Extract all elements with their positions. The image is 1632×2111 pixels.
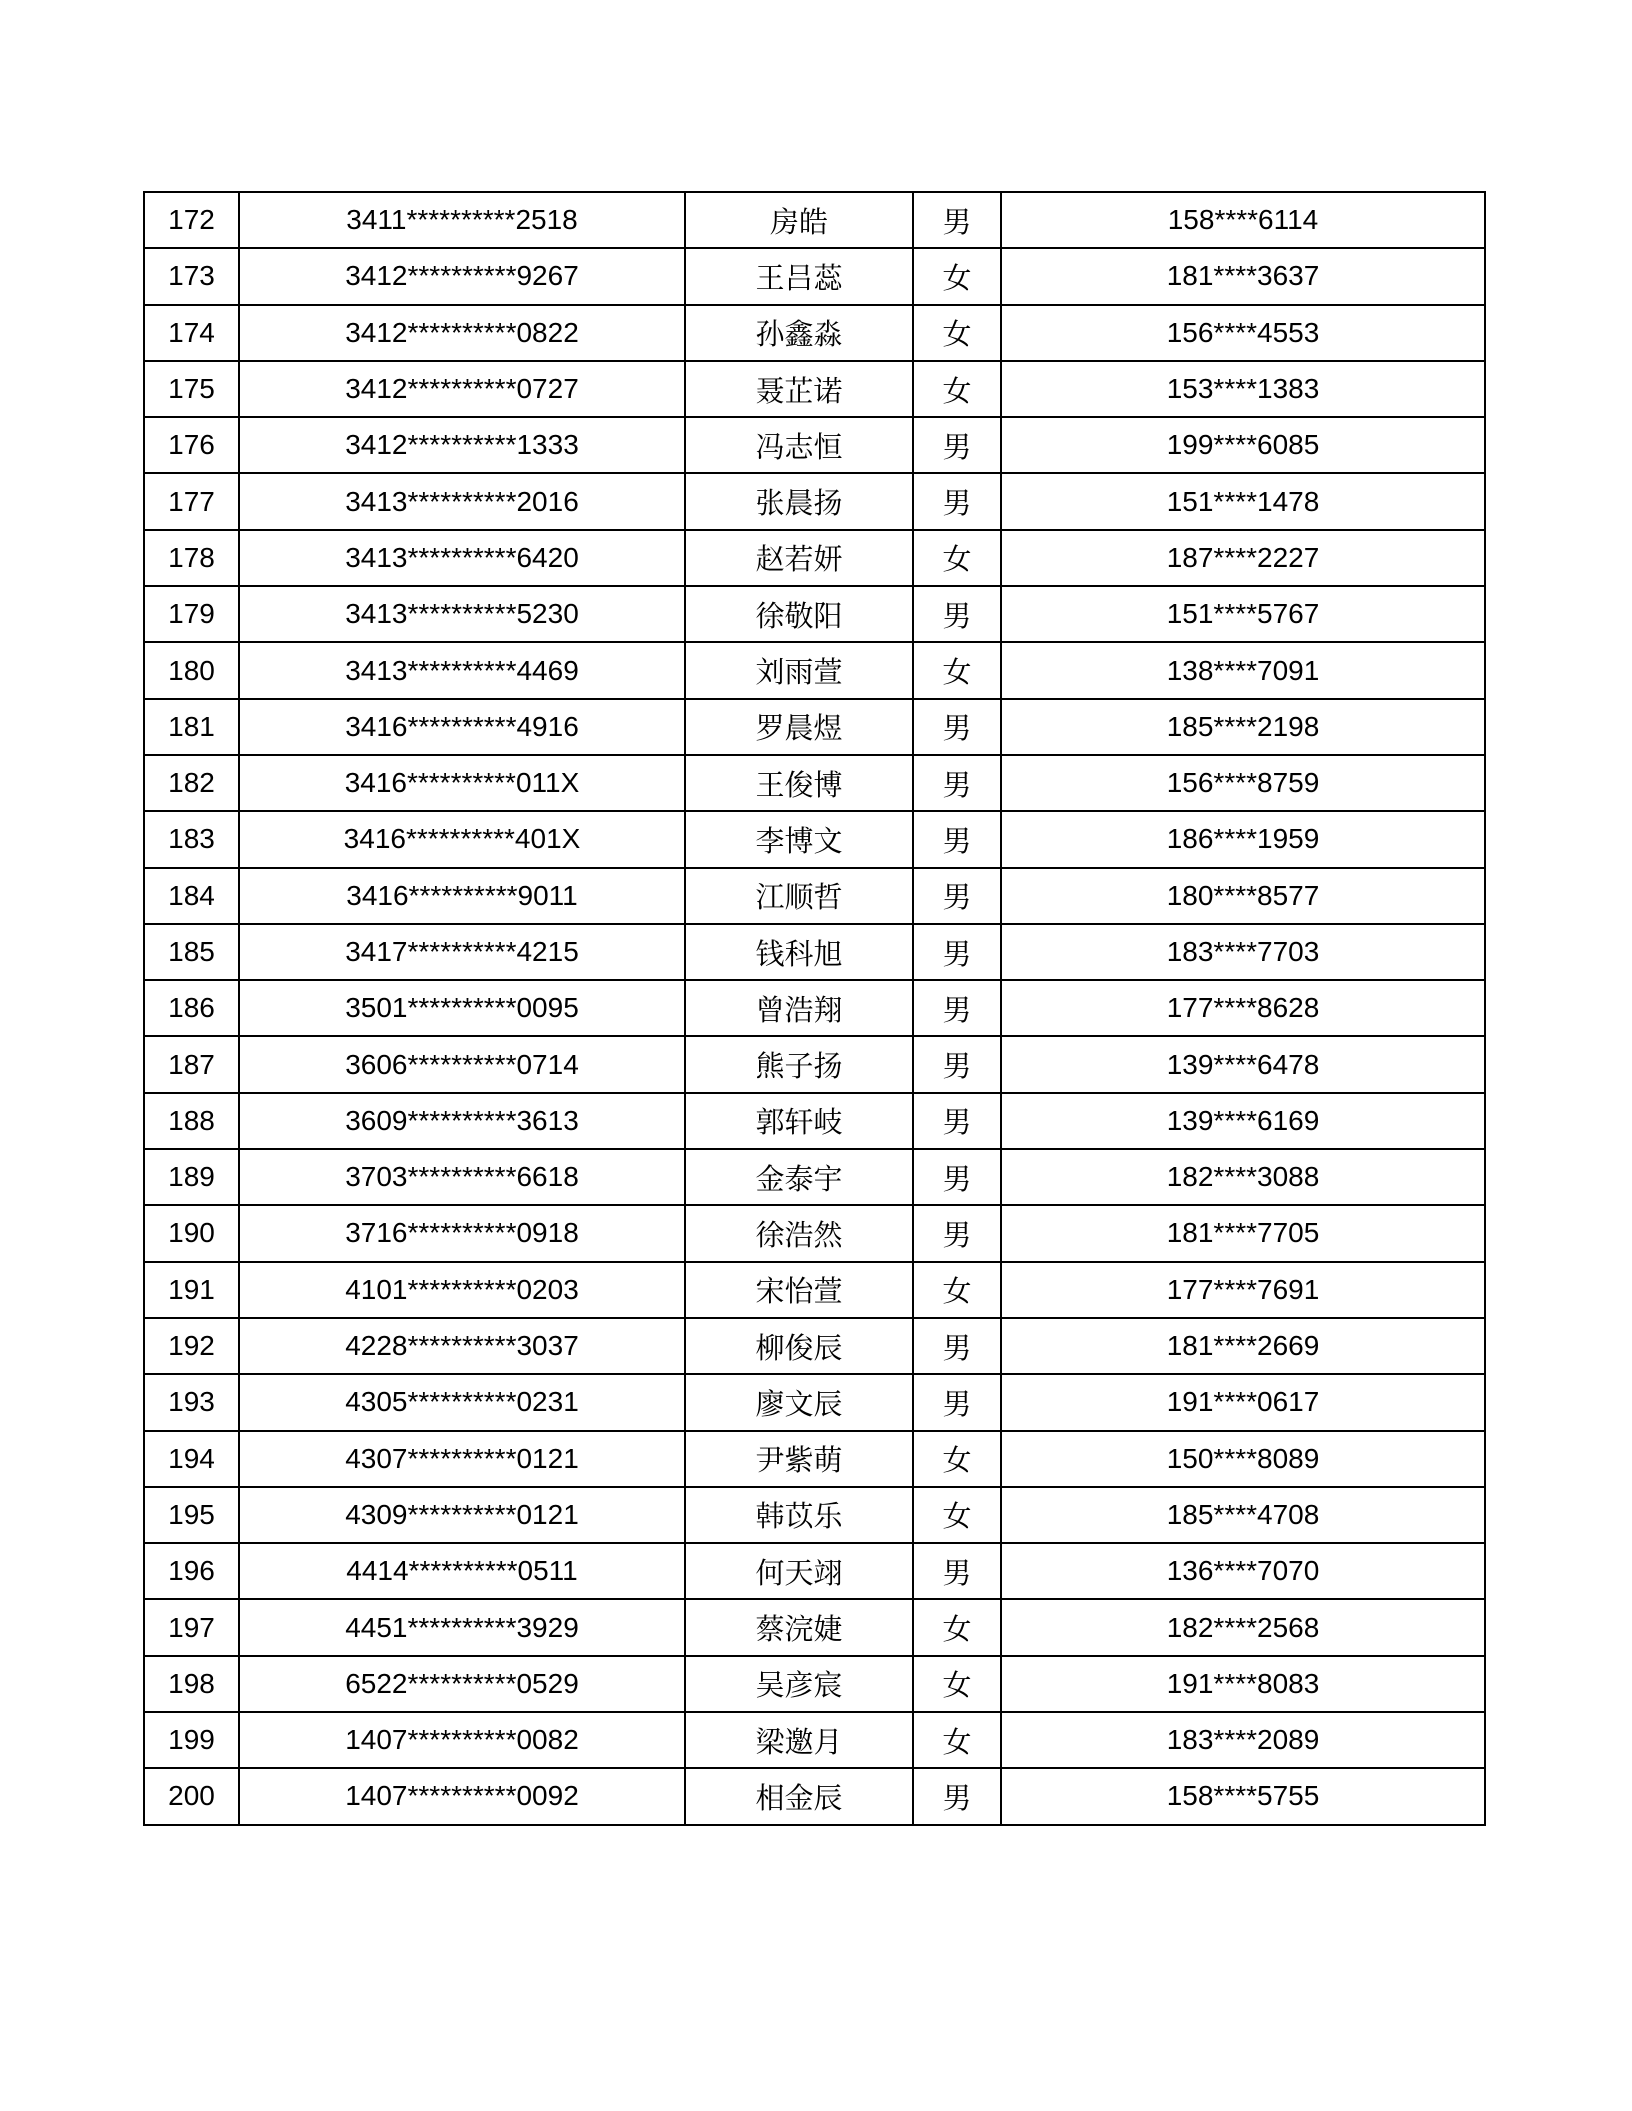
phone-cell: 183****7703 [1001,924,1485,980]
id-number-cell: 3412**********0822 [239,305,685,361]
phone-cell: 139****6169 [1001,1093,1485,1149]
id-number-cell: 3703**********6618 [239,1149,685,1205]
table-row [144,1318,1485,1374]
id-number-cell: 3417**********4215 [239,924,685,980]
name-cell: 曾浩翔 [685,980,913,1036]
gender-cell: 男 [913,755,1001,811]
gender-cell: 女 [913,1712,1001,1768]
student-roster-table [143,191,1486,1826]
id-number-cell: 1407**********0082 [239,1712,685,1768]
phone-cell: 151****1478 [1001,473,1485,529]
row-number-cell: 172 [144,192,239,248]
gender-cell: 男 [913,1768,1001,1824]
gender-cell: 男 [913,1318,1001,1374]
table-row [144,1543,1485,1599]
phone-cell: 185****4708 [1001,1487,1485,1543]
id-number-cell: 3416**********9011 [239,868,685,924]
table-row [144,1768,1485,1824]
name-cell: 徐敬阳 [685,586,913,642]
id-number-cell: 3412**********9267 [239,248,685,304]
phone-cell: 177****8628 [1001,980,1485,1036]
table-row [144,1431,1485,1487]
row-number-cell: 194 [144,1431,239,1487]
gender-cell: 男 [913,699,1001,755]
name-cell: 孙鑫淼 [685,305,913,361]
gender-cell: 女 [913,248,1001,304]
name-cell: 江顺哲 [685,868,913,924]
row-number-cell: 181 [144,699,239,755]
row-number-cell: 174 [144,305,239,361]
name-cell: 房皓 [685,192,913,248]
phone-cell: 177****7691 [1001,1262,1485,1318]
phone-cell: 185****2198 [1001,699,1485,755]
name-cell: 蔡浣婕 [685,1599,913,1655]
row-number-cell: 189 [144,1149,239,1205]
table-row [144,1599,1485,1655]
phone-cell: 180****8577 [1001,868,1485,924]
gender-cell: 男 [913,980,1001,1036]
gender-cell: 男 [913,811,1001,867]
table-row [144,305,1485,361]
gender-cell: 男 [913,192,1001,248]
row-number-cell: 196 [144,1543,239,1599]
gender-cell: 男 [913,1374,1001,1430]
id-number-cell: 3413**********6420 [239,530,685,586]
table-row [144,1205,1485,1261]
name-cell: 王俊博 [685,755,913,811]
table-row [144,248,1485,304]
phone-cell: 183****2089 [1001,1712,1485,1768]
phone-cell: 136****7070 [1001,1543,1485,1599]
id-number-cell: 3413**********4469 [239,642,685,698]
table-row [144,473,1485,529]
phone-cell: 181****2669 [1001,1318,1485,1374]
gender-cell: 男 [913,1149,1001,1205]
name-cell: 王吕蕊 [685,248,913,304]
row-number-cell: 185 [144,924,239,980]
name-cell: 柳俊辰 [685,1318,913,1374]
row-number-cell: 182 [144,755,239,811]
id-number-cell: 3416**********011X [239,755,685,811]
name-cell: 宋怡萱 [685,1262,913,1318]
name-cell: 李博文 [685,811,913,867]
name-cell: 尹紫萌 [685,1431,913,1487]
phone-cell: 138****7091 [1001,642,1485,698]
phone-cell: 182****3088 [1001,1149,1485,1205]
gender-cell: 男 [913,1543,1001,1599]
name-cell: 聂芷诺 [685,361,913,417]
id-number-cell: 4305**********0231 [239,1374,685,1430]
table-row [144,755,1485,811]
phone-cell: 191****0617 [1001,1374,1485,1430]
id-number-cell: 4451**********3929 [239,1599,685,1655]
gender-cell: 男 [913,586,1001,642]
id-number-cell: 4414**********0511 [239,1543,685,1599]
table-row [144,642,1485,698]
roster-table-body [144,192,1485,1825]
gender-cell: 男 [913,1205,1001,1261]
id-number-cell: 3412**********0727 [239,361,685,417]
name-cell: 张晨扬 [685,473,913,529]
id-number-cell: 4309**********0121 [239,1487,685,1543]
gender-cell: 女 [913,530,1001,586]
name-cell: 刘雨萱 [685,642,913,698]
row-number-cell: 183 [144,811,239,867]
table-row [144,417,1485,473]
id-number-cell: 3501**********0095 [239,980,685,1036]
name-cell: 廖文辰 [685,1374,913,1430]
phone-cell: 139****6478 [1001,1036,1485,1092]
table-row [144,1656,1485,1712]
name-cell: 徐浩然 [685,1205,913,1261]
row-number-cell: 180 [144,642,239,698]
table-row [144,1487,1485,1543]
name-cell: 熊子扬 [685,1036,913,1092]
phone-cell: 158****5755 [1001,1768,1485,1824]
gender-cell: 女 [913,1262,1001,1318]
gender-cell: 女 [913,1487,1001,1543]
phone-cell: 151****5767 [1001,586,1485,642]
table-row [144,361,1485,417]
phone-cell: 156****8759 [1001,755,1485,811]
id-number-cell: 3609**********3613 [239,1093,685,1149]
name-cell: 郭轩岐 [685,1093,913,1149]
phone-cell: 186****1959 [1001,811,1485,867]
gender-cell: 女 [913,1656,1001,1712]
row-number-cell: 175 [144,361,239,417]
table-row [144,530,1485,586]
row-number-cell: 199 [144,1712,239,1768]
row-number-cell: 193 [144,1374,239,1430]
row-number-cell: 191 [144,1262,239,1318]
id-number-cell: 3606**********0714 [239,1036,685,1092]
gender-cell: 女 [913,642,1001,698]
id-number-cell: 1407**********0092 [239,1768,685,1824]
id-number-cell: 4228**********3037 [239,1318,685,1374]
row-number-cell: 184 [144,868,239,924]
row-number-cell: 195 [144,1487,239,1543]
table-row [144,1036,1485,1092]
id-number-cell: 3413**********5230 [239,586,685,642]
row-number-cell: 176 [144,417,239,473]
name-cell: 吴彦宸 [685,1656,913,1712]
id-number-cell: 3716**********0918 [239,1205,685,1261]
row-number-cell: 188 [144,1093,239,1149]
phone-cell: 150****8089 [1001,1431,1485,1487]
phone-cell: 156****4553 [1001,305,1485,361]
table-row [144,811,1485,867]
table-row [144,1093,1485,1149]
name-cell: 相金辰 [685,1768,913,1824]
gender-cell: 女 [913,305,1001,361]
table-row [144,586,1485,642]
gender-cell: 男 [913,473,1001,529]
table-row [144,1374,1485,1430]
name-cell: 罗晨煜 [685,699,913,755]
phone-cell: 181****7705 [1001,1205,1485,1261]
table-row [144,192,1485,248]
phone-cell: 181****3637 [1001,248,1485,304]
id-number-cell: 6522**********0529 [239,1656,685,1712]
id-number-cell: 3412**********1333 [239,417,685,473]
gender-cell: 男 [913,1036,1001,1092]
id-number-cell: 3411**********2518 [239,192,685,248]
row-number-cell: 186 [144,980,239,1036]
name-cell: 韩苡乐 [685,1487,913,1543]
name-cell: 冯志恒 [685,417,913,473]
id-number-cell: 3416**********4916 [239,699,685,755]
row-number-cell: 177 [144,473,239,529]
gender-cell: 女 [913,361,1001,417]
table-row [144,1712,1485,1768]
id-number-cell: 3413**********2016 [239,473,685,529]
name-cell: 何天翊 [685,1543,913,1599]
table-row [144,924,1485,980]
phone-cell: 153****1383 [1001,361,1485,417]
gender-cell: 男 [913,924,1001,980]
id-number-cell: 4307**********0121 [239,1431,685,1487]
table-row [144,1149,1485,1205]
gender-cell: 男 [913,868,1001,924]
table-row [144,699,1485,755]
row-number-cell: 178 [144,530,239,586]
phone-cell: 182****2568 [1001,1599,1485,1655]
table-row [144,868,1485,924]
phone-cell: 158****6114 [1001,192,1485,248]
row-number-cell: 187 [144,1036,239,1092]
row-number-cell: 179 [144,586,239,642]
gender-cell: 男 [913,1093,1001,1149]
gender-cell: 女 [913,1599,1001,1655]
name-cell: 赵若妍 [685,530,913,586]
name-cell: 金泰宇 [685,1149,913,1205]
name-cell: 梁邀月 [685,1712,913,1768]
table-row [144,980,1485,1036]
gender-cell: 男 [913,417,1001,473]
row-number-cell: 173 [144,248,239,304]
row-number-cell: 192 [144,1318,239,1374]
row-number-cell: 200 [144,1768,239,1824]
table-row [144,1262,1485,1318]
phone-cell: 191****8083 [1001,1656,1485,1712]
row-number-cell: 198 [144,1656,239,1712]
name-cell: 钱科旭 [685,924,913,980]
row-number-cell: 190 [144,1205,239,1261]
row-number-cell: 197 [144,1599,239,1655]
gender-cell: 女 [913,1431,1001,1487]
id-number-cell: 4101**********0203 [239,1262,685,1318]
phone-cell: 199****6085 [1001,417,1485,473]
phone-cell: 187****2227 [1001,530,1485,586]
id-number-cell: 3416**********401X [239,811,685,867]
